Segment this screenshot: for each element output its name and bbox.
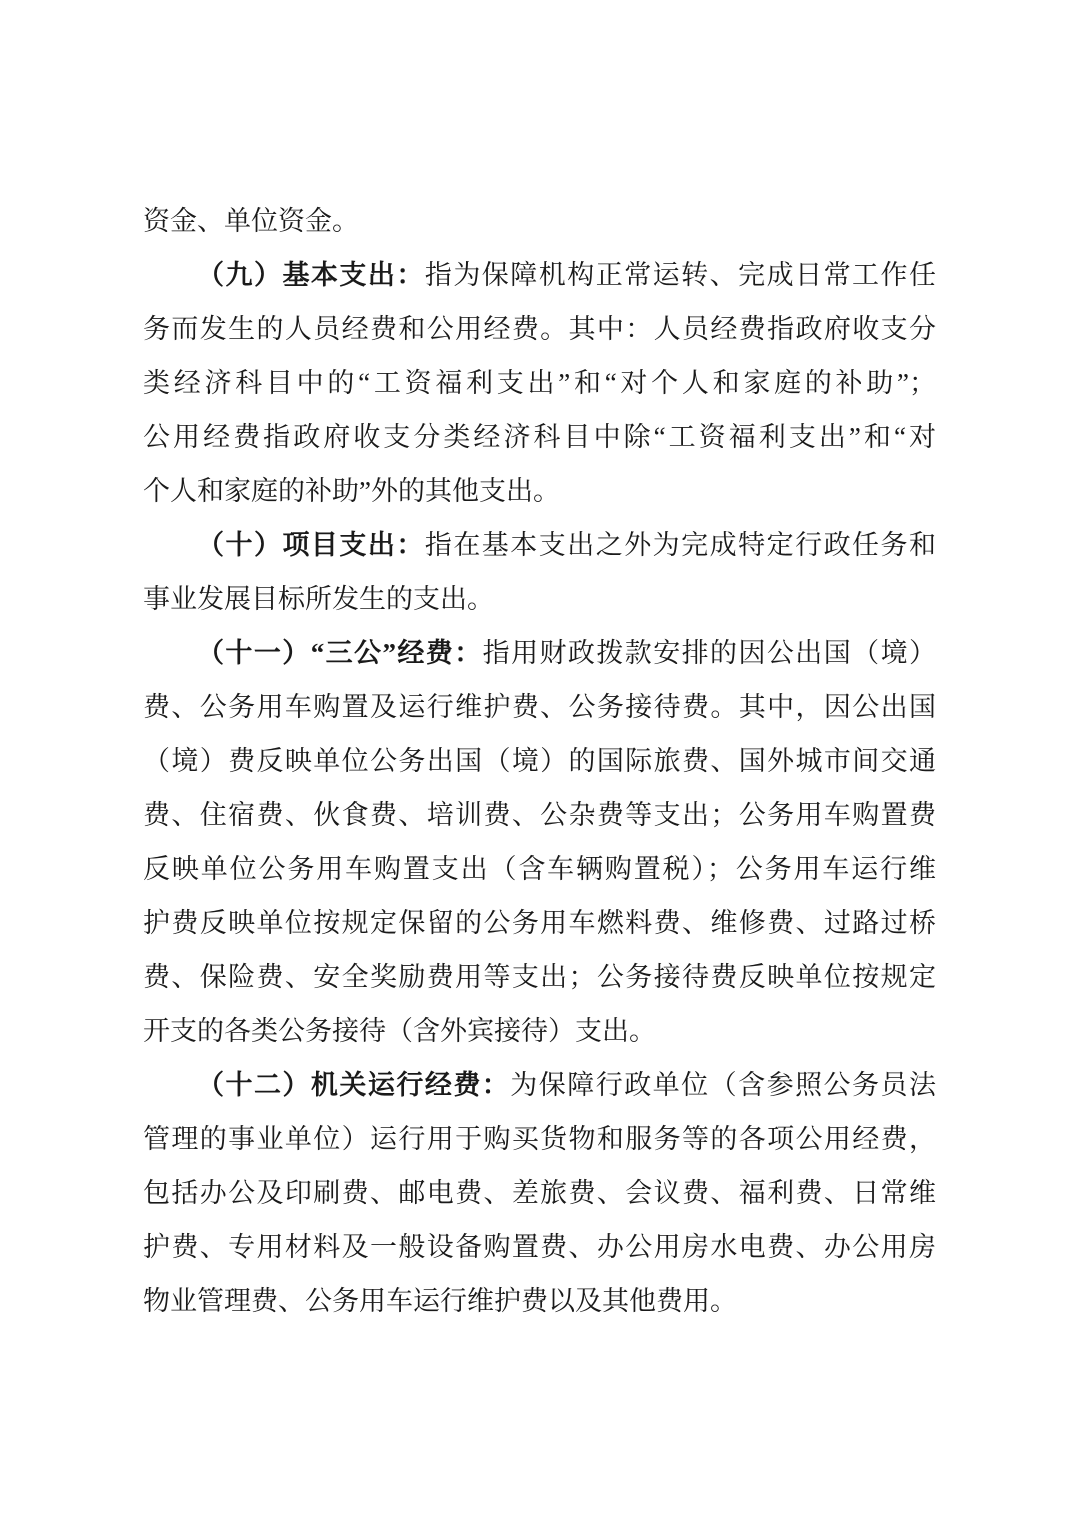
text-line	[143, 464, 936, 518]
body-text: 管理的事业单位）运行用于购买货物和服务等的各项公用经费，	[143, 1124, 936, 1154]
text-line	[143, 518, 936, 572]
document-text	[143, 194, 936, 1328]
text-line	[143, 1166, 936, 1220]
text-line	[143, 1112, 936, 1166]
text-line	[143, 1004, 936, 1058]
body-text: 护费反映单位按规定保留的公务用车燃料费、维修费、过路过桥	[143, 908, 936, 938]
body-text: 费、住宿费、伙食费、培训费、公杂费等支出；公务用车购置费	[143, 800, 936, 830]
text-line	[143, 410, 936, 464]
body-text: 开支的各类公务接待（含外宾接待）支出。	[143, 1016, 656, 1046]
text-line	[143, 1220, 936, 1274]
body-text: 公用经费指政府收支分类经济科目中除“工资福利支出”和“对	[143, 422, 936, 452]
text-line	[143, 788, 936, 842]
text-line	[143, 1058, 936, 1112]
body-text: 资金、单位资金。	[143, 206, 359, 236]
text-line	[143, 896, 936, 950]
section-heading: （九）基本支出：	[197, 260, 425, 290]
body-text: 为保障行政单位（含参照公务员法	[510, 1070, 936, 1100]
body-text: 指为保障机构正常运转、完成日常工作任	[424, 260, 936, 290]
body-text: 事业发展目标所发生的支出。	[143, 584, 494, 614]
text-line	[143, 356, 936, 410]
body-text: 反映单位公务用车购置支出（含车辆购置税）；公务用车运行维	[143, 854, 936, 884]
section-heading: （十）项目支出：	[197, 530, 425, 560]
text-line	[143, 1274, 936, 1328]
body-text: 个人和家庭的补助”外的其他支出。	[143, 476, 560, 506]
body-text: 指在基本支出之外为完成特定行政任务和	[424, 530, 936, 560]
text-line	[143, 680, 936, 734]
text-line	[143, 842, 936, 896]
text-line	[143, 302, 936, 356]
body-text: 务而发生的人员经费和公用经费。其中：人员经费指政府收支分	[143, 314, 936, 344]
text-line	[143, 572, 936, 626]
body-text: 护费、专用材料及一般设备购置费、办公用房水电费、办公用房	[143, 1232, 936, 1262]
text-line	[143, 734, 936, 788]
text-line	[143, 626, 936, 680]
body-text: 包括办公及印刷费、邮电费、差旅费、会议费、福利费、日常维	[143, 1178, 936, 1208]
body-text: 费、保险费、安全奖励费用等支出；公务接待费反映单位按规定	[143, 962, 936, 992]
body-text: 费、公务用车购置及运行维护费、公务接待费。其中，因公出国	[143, 692, 936, 722]
body-text: （境）费反映单位公务出国（境）的国际旅费、国外城市间交通	[143, 746, 936, 776]
section-heading: （十一）“三公”经费：	[197, 638, 483, 668]
text-line	[143, 950, 936, 1004]
text-line	[143, 194, 936, 248]
section-heading: （十二）机关运行经费：	[197, 1070, 511, 1100]
body-text: 指用财政拨款安排的因公出国（境）	[482, 638, 936, 668]
body-text: 物业管理费、公务用车运行维护费以及其他费用。	[143, 1286, 737, 1316]
body-text: 类经济科目中的“工资福利支出”和“对个人和家庭的补助”；	[143, 368, 936, 398]
text-line	[143, 248, 936, 302]
